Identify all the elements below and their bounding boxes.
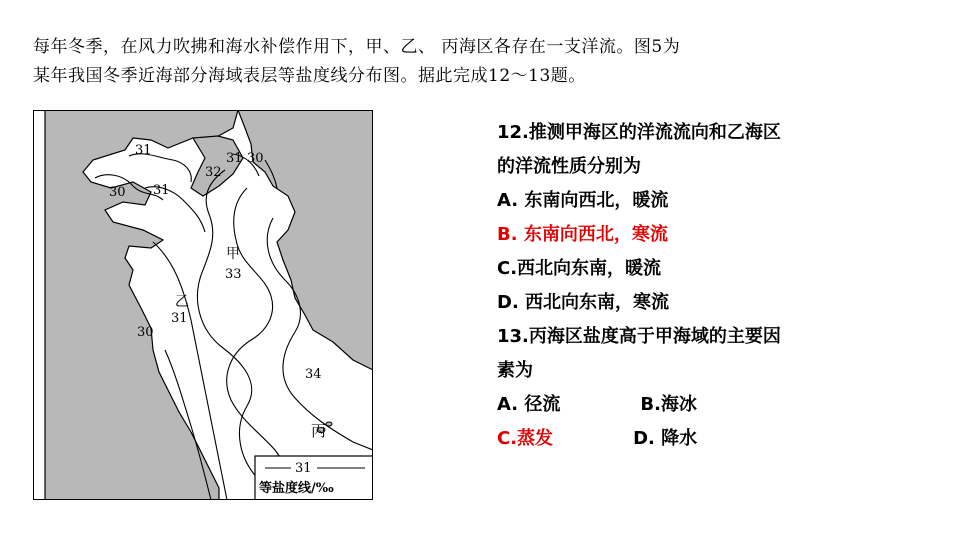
intro-line-1: 每年冬季，在风力吹拂和海水补偿作用下，甲、乙、 丙海区各存在一支洋流。图5为 bbox=[33, 37, 681, 57]
legend-value: 31 bbox=[295, 461, 312, 476]
q13-options-row-1 bbox=[497, 388, 927, 422]
q13-stem-line-1: 13.丙海区盐度高于甲海域的主要因 bbox=[497, 326, 781, 347]
q12-option-c: C.西北向东南，暖流 bbox=[497, 258, 662, 279]
q12-option-d: D. 西北向东南，寒流 bbox=[497, 292, 670, 313]
legend-caption: 等盐度线/‰ bbox=[259, 481, 334, 496]
intro-paragraph bbox=[33, 33, 933, 91]
question-12 bbox=[497, 116, 927, 320]
label-30-c: 30 bbox=[137, 325, 154, 340]
label-30-a: 30 bbox=[247, 151, 264, 166]
label-31-d: 31 bbox=[171, 311, 188, 326]
intro-line-2: 某年我国冬季近海部分海域表层等盐度线分布图。据此完成12～13题。 bbox=[33, 66, 586, 86]
label-bing: 丙 bbox=[311, 422, 327, 440]
label-yi: 乙 bbox=[175, 294, 189, 310]
q13-stem-line-2: 素为 bbox=[497, 360, 533, 381]
label-jia: 甲 bbox=[226, 246, 240, 262]
label-33: 33 bbox=[225, 267, 242, 282]
q13-option-c-answer: C.蒸发 bbox=[497, 428, 554, 449]
label-30-b: 30 bbox=[109, 185, 126, 200]
q12-option-a: A. 东南向西北，暖流 bbox=[497, 190, 669, 211]
q13-option-b: B.海冰 bbox=[640, 394, 697, 415]
label-34: 34 bbox=[305, 367, 322, 382]
q13-options-row-2 bbox=[497, 422, 927, 456]
map-legend bbox=[255, 456, 373, 500]
label-31-b: 31 bbox=[226, 151, 243, 166]
q12-stem-line-1: 12.推测甲海区的洋流流向和乙海区 bbox=[497, 122, 781, 143]
label-31-a: 31 bbox=[135, 143, 152, 158]
label-32: 32 bbox=[205, 165, 222, 180]
q12-option-b-answer: B. 东南向西北，寒流 bbox=[497, 224, 668, 245]
salinity-map bbox=[33, 110, 373, 500]
q13-option-d: D. 降水 bbox=[633, 428, 698, 449]
question-13 bbox=[497, 320, 927, 456]
questions-panel bbox=[497, 116, 927, 456]
q13-option-a: A. 径流 bbox=[497, 394, 561, 415]
q12-stem-line-2: 的洋流性质分别为 bbox=[497, 156, 641, 177]
label-31-c: 31 bbox=[153, 183, 170, 198]
